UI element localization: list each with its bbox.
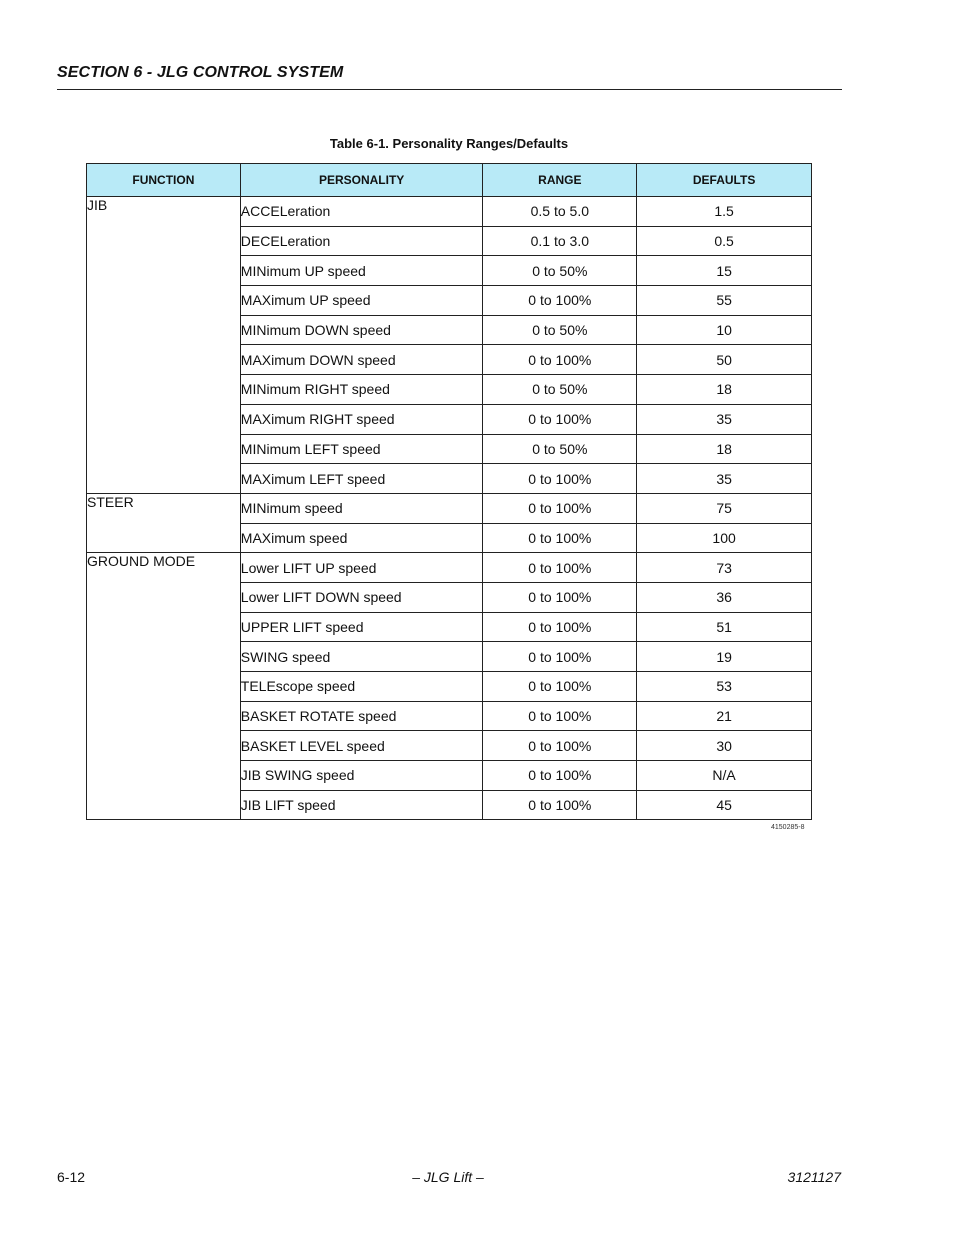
personality-cell: SWING speed <box>240 642 483 672</box>
default-cell: 10 <box>637 315 812 345</box>
range-cell: 0 to 100% <box>483 493 637 523</box>
function-group-ground-mode: GROUND MODE <box>87 553 241 820</box>
personality-cell: DECELeration <box>240 226 483 256</box>
default-cell: 0.5 <box>637 226 812 256</box>
personality-cell: MINimum speed <box>240 493 483 523</box>
default-cell: 51 <box>637 612 812 642</box>
range-cell: 0 to 100% <box>483 553 637 583</box>
default-cell: 100 <box>637 523 812 553</box>
default-cell: 30 <box>637 731 812 761</box>
default-cell: 53 <box>637 672 812 702</box>
default-cell: 36 <box>637 582 812 612</box>
personality-cell: MAXimum UP speed <box>240 286 483 316</box>
range-cell: 0 to 50% <box>483 315 637 345</box>
default-cell: 73 <box>637 553 812 583</box>
table-row <box>87 493 812 523</box>
table-header-row <box>87 164 812 197</box>
default-cell: 1.5 <box>637 197 812 227</box>
personality-cell: Lower LIFT DOWN speed <box>240 582 483 612</box>
range-cell: 0 to 100% <box>483 701 637 731</box>
personality-cell: MAXimum RIGHT speed <box>240 404 483 434</box>
default-cell: 55 <box>637 286 812 316</box>
range-cell: 0 to 100% <box>483 642 637 672</box>
personality-cell: MAXimum LEFT speed <box>240 464 483 494</box>
personality-cell: BASKET ROTATE speed <box>240 701 483 731</box>
default-cell: 35 <box>637 404 812 434</box>
default-cell: 35 <box>637 464 812 494</box>
range-cell: 0 to 100% <box>483 790 637 820</box>
range-cell: 0 to 100% <box>483 404 637 434</box>
column-header-personality: PERSONALITY <box>240 164 483 197</box>
column-header-range: RANGE <box>483 164 637 197</box>
page-number: 6-12 <box>57 1169 86 1185</box>
default-cell: 15 <box>637 256 812 286</box>
figure-id: 4150285-8 <box>771 824 805 831</box>
default-cell: 45 <box>637 790 812 820</box>
range-cell: 0 to 100% <box>483 761 637 791</box>
personality-cell: MINimum UP speed <box>240 256 483 286</box>
range-cell: 0 to 50% <box>483 434 637 464</box>
range-cell: 0 to 100% <box>483 345 637 375</box>
personality-cell: BASKET LEVEL speed <box>240 731 483 761</box>
range-cell: 0 to 50% <box>483 256 637 286</box>
personality-cell: ACCELeration <box>240 197 483 227</box>
section-title: SECTION 6 - JLG CONTROL SYSTEM <box>57 64 344 81</box>
personality-cell: JIB LIFT speed <box>240 790 483 820</box>
personality-cell: MAXimum speed <box>240 523 483 553</box>
personality-cell: MAXimum DOWN speed <box>240 345 483 375</box>
function-group-jib: JIB <box>87 197 241 494</box>
range-cell: 0 to 100% <box>483 523 637 553</box>
range-cell: 0 to 100% <box>483 464 637 494</box>
table-row <box>87 197 812 227</box>
range-cell: 0 to 100% <box>483 731 637 761</box>
personality-cell: UPPER LIFT speed <box>240 612 483 642</box>
range-cell: 0 to 100% <box>483 286 637 316</box>
default-cell: N/A <box>637 761 812 791</box>
personality-cell: Lower LIFT UP speed <box>240 553 483 583</box>
range-cell: 0 to 50% <box>483 375 637 405</box>
personality-cell: MINimum DOWN speed <box>240 315 483 345</box>
column-header-function: FUNCTION <box>87 164 241 197</box>
personality-cell: TELEscope speed <box>240 672 483 702</box>
range-cell: 0.5 to 5.0 <box>483 197 637 227</box>
default-cell: 19 <box>637 642 812 672</box>
footer-title: – JLG Lift – <box>412 1169 484 1185</box>
table-title: Table 6-1. Personality Ranges/Defaults <box>329 136 569 151</box>
personality-cell: JIB SWING speed <box>240 761 483 791</box>
personality-table <box>86 163 812 820</box>
default-cell: 18 <box>637 434 812 464</box>
personality-cell: MINimum LEFT speed <box>240 434 483 464</box>
default-cell: 75 <box>637 493 812 523</box>
document-number: 3121127 <box>787 1169 841 1185</box>
range-cell: 0 to 100% <box>483 672 637 702</box>
table-row <box>87 553 812 583</box>
header-divider <box>57 89 842 90</box>
range-cell: 0 to 100% <box>483 582 637 612</box>
default-cell: 21 <box>637 701 812 731</box>
column-header-defaults: DEFAULTS <box>637 164 812 197</box>
default-cell: 18 <box>637 375 812 405</box>
function-group-steer: STEER <box>87 493 241 552</box>
personality-cell: MINimum RIGHT speed <box>240 375 483 405</box>
range-cell: 0.1 to 3.0 <box>483 226 637 256</box>
range-cell: 0 to 100% <box>483 612 637 642</box>
default-cell: 50 <box>637 345 812 375</box>
